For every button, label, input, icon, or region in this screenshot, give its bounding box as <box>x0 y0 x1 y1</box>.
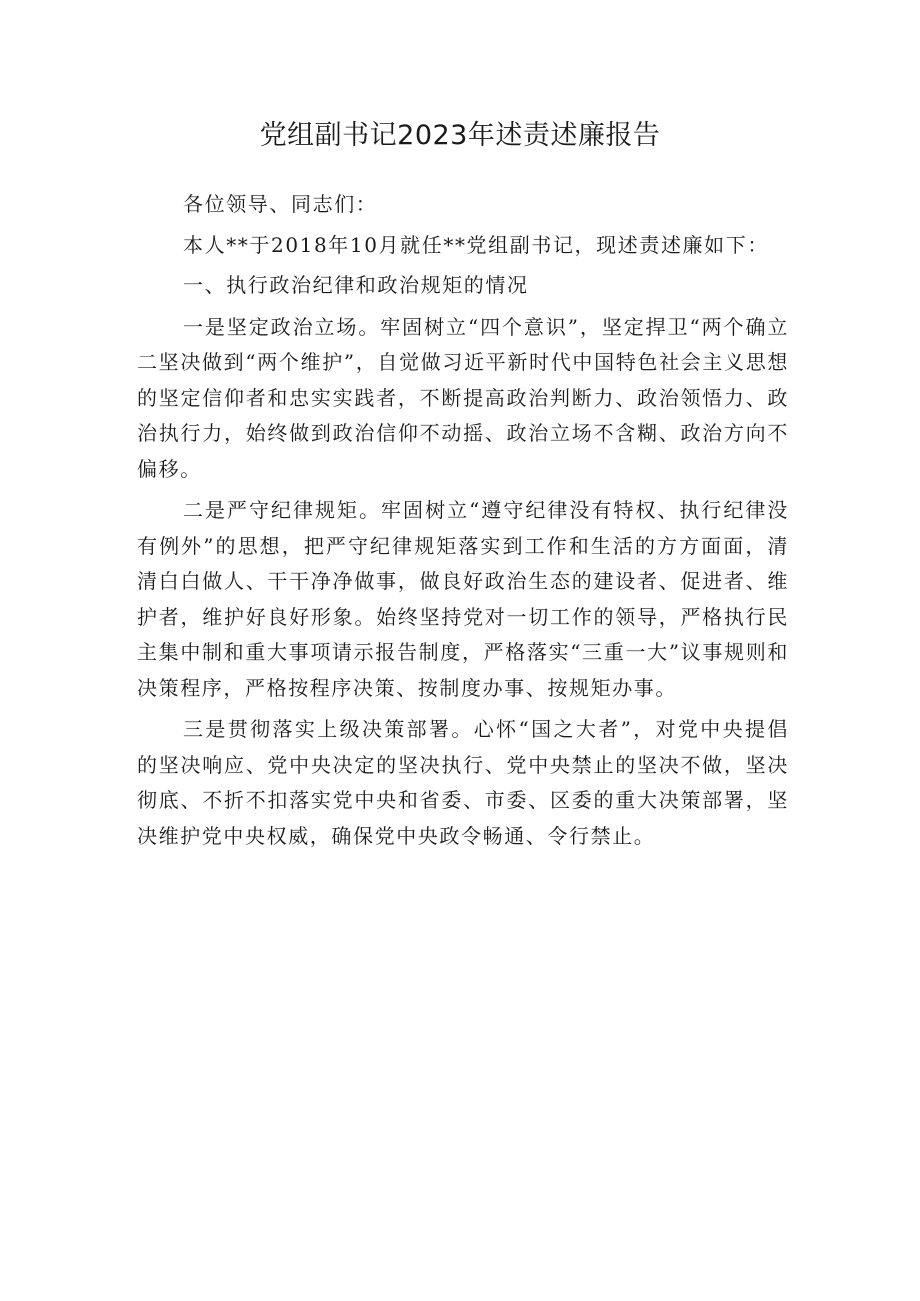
intro-paragraph: 本人**于2018年10月就任**党组副书记，现述责述廉如下： <box>183 232 769 257</box>
paragraph-discipline-rules: 二是严守纪律规矩。牢固树立“遵守纪律没有特权、执行纪律没有例外”的思想，把严守纪律规矩落实到工作和生活的方方面面，清清白白做人、干干净净做事，做良好政治生态的建设者、促进者、维护者，维护好良好形象。始终坚持党对一切工作的领导，严格执行民主集中制和重大事项请示报告制度，严格落实“三重一大”议事规则和决策程序，严格按程序决策、按制度办事、按规矩办事。 <box>137 498 789 700</box>
section-heading: 一、执行政治纪律和政治规矩的情况 <box>183 273 529 297</box>
document-title: 党组副书记2023年述责述廉报告 <box>259 120 661 151</box>
paragraph-political-stance: 一是坚定政治立场。牢固树立“四个意识”，坚定捍卫“两个确立二坚决做到“两个维护”，自觉做习近平新时代中国特色社会主义思想的坚定信仰者和忠实实践者，不断提高政治判断力、政治领悟力、政治执行力，始终做到政治信仰不动摇、政治立场不含糊、政治方向不偏移。 <box>137 314 789 481</box>
salutation: 各位领导、同志们： <box>183 192 378 216</box>
document-body <box>137 187 789 854</box>
paragraph-implement-decisions: 三是贯彻落实上级决策部署。心怀“国之大者”，对党中央提倡的坚决响应、党中央决定的坚决执行、党中央禁止的坚决不做，坚决彻底、不折不扣落实党中央和省委、市委、区委的重大决策部署，坚决维护党中央权威，确保党中央政令畅通、令行禁止。 <box>137 717 789 848</box>
